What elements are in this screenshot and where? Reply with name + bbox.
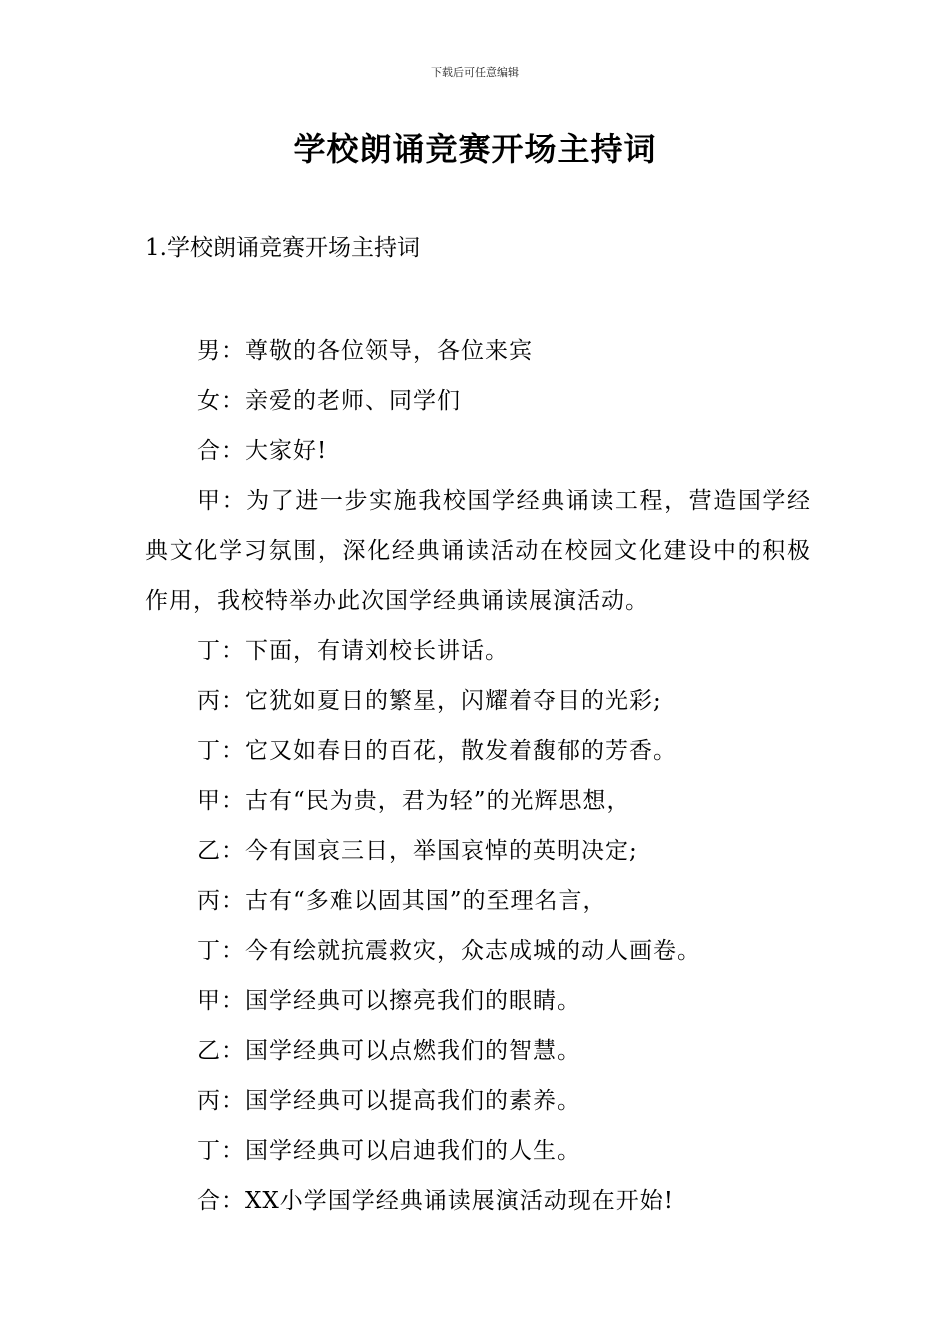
document-title: 学校朗诵竞赛开场主持词 [293,130,657,168]
paragraph-line: 乙：今有国哀三日，举国哀悼的英明决定; [197,838,638,864]
paragraph-line: 丙：它犹如夏日的繁星，闪耀着夺目的光彩; [197,688,662,714]
section-heading: 1.学校朗诵竞赛开场主持词 [145,235,420,261]
paragraph-line: 丙：古有“多难以固其国”的至理名言， [197,888,607,914]
paragraph-opening-female: 女：亲爱的老师、同学们 [197,388,461,414]
paragraph-line: 甲：古有“民为贵，君为轻”的光辉思想， [197,788,631,814]
script-body [145,326,811,1226]
paragraph-opening-male: 男：尊敬的各位领导，各位来宾 [197,338,533,364]
header-note: 下载后可任意编辑 [431,66,519,79]
paragraph-line: 丙：国学经典可以提高我们的素养。 [197,1088,581,1114]
paragraph-principal-speech: 丁：下面，有请刘校长讲话。 [197,638,509,664]
paragraph-line: 丁：今有绘就抗震救灾，众志成城的动人画卷。 [197,938,701,964]
paragraph-closing-together: 合：XX小学国学经典诵读展演活动现在开始! [197,1188,674,1214]
paragraph-introduction: 甲：为了进一步实施我校国学经典诵读工程，营造国学经典文化学习氛围，深化经典诵读活动在校园文化建设中的积极作用，我校特举办此次国学经典诵读展演活动。 [145,488,811,614]
paragraph-line: 甲：国学经典可以擦亮我们的眼睛。 [197,988,581,1014]
paragraph-line: 丁：它又如春日的百花，散发着馥郁的芳香。 [197,738,677,764]
paragraph-line: 乙：国学经典可以点燃我们的智慧。 [197,1038,581,1064]
paragraph-greeting-together: 合：大家好! [197,438,328,464]
paragraph-line: 丁：国学经典可以启迪我们的人生。 [197,1138,581,1164]
